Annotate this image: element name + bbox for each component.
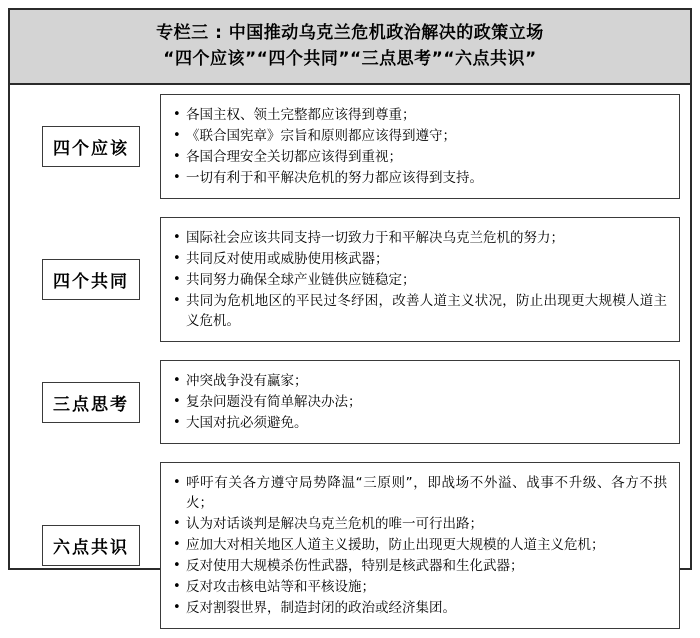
list-item: • 呼吁有关各方遵守局势降温“三原则”，即战场不外溢、战事不升级、各方不拱火；: [173, 473, 667, 513]
section-label-3: 六点共识: [42, 525, 140, 566]
list-item: • 应加大对相关地区人道主义援助，防止出现更大规模的人道主义危机；: [173, 535, 667, 555]
list-item: • 共同反对使用或威胁使用核武器；: [173, 249, 667, 269]
infobox-header: [10, 10, 690, 85]
section-item-list-2: [173, 371, 667, 433]
section-content-0: [160, 94, 680, 199]
section-item-list-3: [173, 473, 667, 618]
section-content-3: [160, 462, 680, 629]
section-label-cell-3: [22, 525, 160, 566]
infobox-rows: [10, 85, 690, 638]
section-row-2: [10, 351, 690, 453]
list-item: • 共同为危机地区的平民过冬纾困，改善人道主义状况，防止出现更大规模人道主义危机。: [173, 291, 667, 331]
list-item: • 反对使用大规模杀伤性武器，特别是核武器和生化武器；: [173, 556, 667, 576]
section-row-1: [10, 208, 690, 351]
infobox-panel: [8, 8, 692, 616]
section-content-1: [160, 217, 680, 342]
header-title-line-2: “四个应该”“四个共同”“三点思考”“六点共识”: [163, 49, 537, 69]
section-content-2: [160, 360, 680, 444]
section-item-list-0: [173, 105, 667, 188]
list-item: • 冲突战争没有赢家；: [173, 371, 667, 391]
list-item: • 共同努力确保全球产业链供应链稳定；: [173, 270, 667, 290]
list-item: • 《联合国宪章》宗旨和原则都应该得到遵守；: [173, 126, 667, 146]
list-item: • 反对攻击核电站等和平核设施；: [173, 577, 667, 597]
section-label-2: 三点思考: [42, 382, 140, 423]
section-row-0: [10, 85, 690, 208]
list-item: • 一切有利于和平解决危机的努力都应该得到支持。: [173, 168, 667, 188]
section-label-1: 四个共同: [42, 259, 140, 300]
list-item: • 大国对抗必须避免。: [173, 413, 667, 433]
list-item: • 国际社会应该共同支持一切致力于和平解决乌克兰危机的努力；: [173, 228, 667, 248]
section-label-0: 四个应该: [42, 126, 140, 167]
list-item: • 反对割裂世界，制造封闭的政治或经济集团。: [173, 598, 667, 618]
list-item: • 各国主权、领土完整都应该得到尊重；: [173, 105, 667, 125]
section-label-cell-0: [22, 126, 160, 167]
section-label-cell-1: [22, 259, 160, 300]
list-item: • 复杂问题没有简单解决办法；: [173, 392, 667, 412]
section-row-3: [10, 453, 690, 638]
list-item: • 各国合理安全关切都应该得到重视；: [173, 147, 667, 167]
section-item-list-1: [173, 228, 667, 331]
section-label-cell-2: [22, 382, 160, 423]
header-title-line-1: 专栏三 : 中国推动乌克兰危机政治解决的政策立场: [156, 23, 544, 43]
list-item: • 认为对话谈判是解决乌克兰危机的唯一可行出路；: [173, 514, 667, 534]
